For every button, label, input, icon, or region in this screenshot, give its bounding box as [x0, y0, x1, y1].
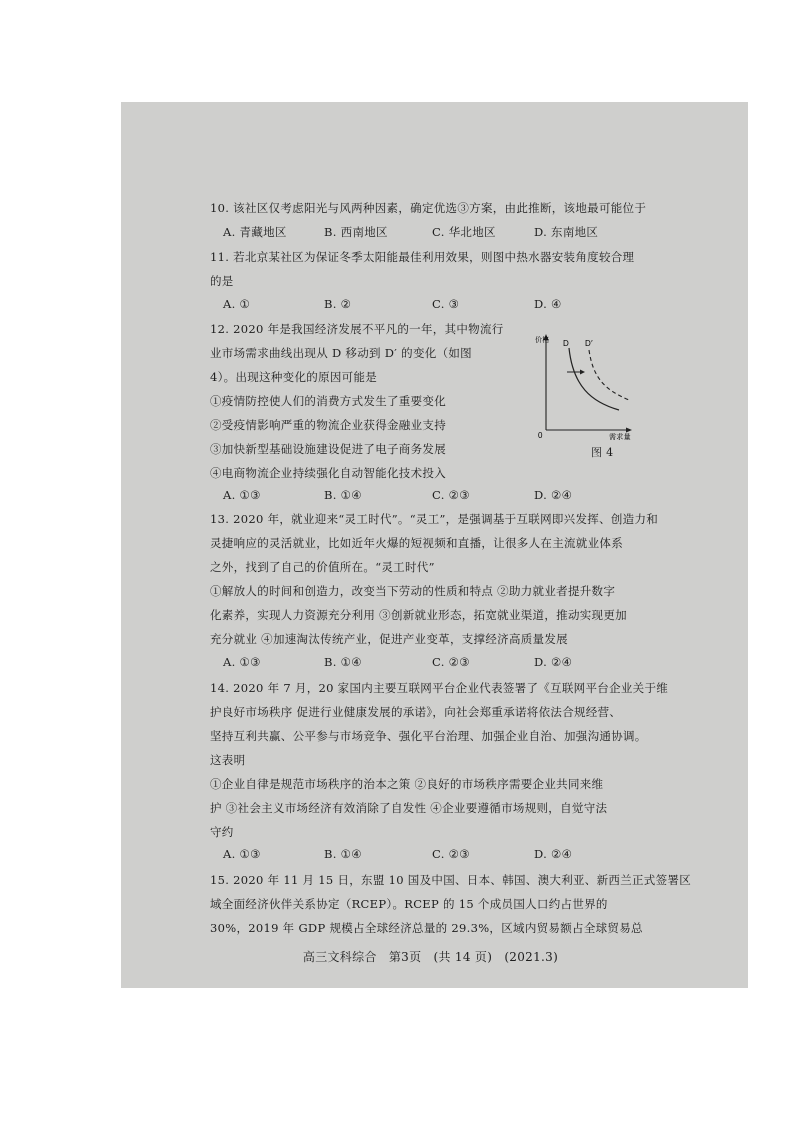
footer-date: (2021.3)	[504, 950, 559, 964]
q14-option-a: A. ①③	[223, 847, 261, 861]
q12-option-c: C. ②③	[432, 488, 470, 502]
q12-line-1: 12. 2020 年是我国经济发展不平凡的一年，其中物流行	[210, 322, 504, 336]
q14-line-5: ①企业自律是规范市场秩序的治本之策 ②良好的市场秩序需要企业共同来维	[210, 777, 604, 791]
demand-curve-d	[569, 348, 619, 410]
q11-option-b: B. ②	[324, 297, 352, 311]
q10-option-d: D. 东南地区	[534, 225, 599, 239]
y-axis-label: 价格	[535, 337, 550, 344]
q11-option-a: A. ①	[223, 297, 251, 311]
shift-arrow-head	[580, 370, 585, 375]
q14-line-2: 护良好市场秩序 促进行业健康发展的承诺》，向社会郑重承诺将依法合规经营、	[210, 705, 622, 719]
q15-line-2: 域全面经济伙伴关系协定（RCEP）。RCEP 的 15 个成员国人口约占世界的	[210, 897, 608, 911]
q10-line-1: 10. 该社区仅考虑阳光与风两种因素，确定优选③方案，由此推断，该地最可能位于	[210, 201, 647, 215]
x-axis-label: 需求量	[609, 434, 631, 441]
q14-line-1: 14. 2020 年 7 月，20 家国内主要互联网平台企业代表签署了《互联网平台企业关于维	[210, 681, 669, 695]
scanned-page	[121, 102, 748, 988]
q14-option-d: D. ②④	[534, 847, 573, 861]
origin-label: 0	[538, 431, 543, 440]
q11-line-2: 的是	[210, 274, 234, 288]
q10-option-c: C. 华北地区	[432, 225, 496, 239]
q13-line-1: 13. 2020 年，就业迎来“灵工时代”。“灵工”，是强调基于互联网即兴发挥、创造力和	[210, 512, 659, 526]
q12-line-3: 4）。出现这种变化的原因可能是	[210, 370, 378, 384]
q12-line-2: 业市场需求曲线出现从 D 移动到 D′ 的变化（如图	[210, 346, 472, 360]
demand-curve-d-prime	[589, 350, 629, 400]
q11-option-d: D. ④	[534, 297, 562, 311]
q12-option-b: B. ①④	[324, 488, 362, 502]
q13-option-d: D. ②④	[534, 655, 573, 669]
q13-option-a: A. ①③	[223, 655, 261, 669]
curve-d-label: D	[563, 339, 570, 348]
q14-line-6: 护 ③社会主义市场经济有效消除了自发性 ④企业要遵循市场规则，自觉守法	[210, 801, 608, 815]
page-footer	[121, 948, 748, 965]
q13-line-3: 之外，找到了自己的价值所在。“灵工时代”	[210, 560, 435, 574]
curve-d-prime-label: D′	[585, 339, 593, 348]
q12-item-4: ④电商物流企业持续强化自动智能化技术投入	[210, 466, 446, 480]
q12-option-a: A. ①③	[223, 488, 261, 502]
q13-line-6: 充分就业 ④加速淘汰传统产业，促进产业变革，支撑经济高质量发展	[210, 632, 568, 646]
q12-option-d: D. ②④	[534, 488, 573, 502]
footer-total-pages: (共 14 页)	[433, 950, 493, 964]
page-content	[121, 102, 748, 988]
figure-4-caption: 图 4	[591, 446, 614, 459]
q10-option-b: B. 西南地区	[324, 225, 388, 239]
figure-4-demand-curve	[533, 330, 633, 442]
q14-line-4: 这表明	[210, 753, 246, 767]
q13-line-4: ①解放人的时间和创造力，改变当下劳动的性质和特点 ②助力就业者提升数字	[210, 584, 616, 598]
x-axis-arrow	[626, 428, 632, 433]
q13-line-5: 化素养，实现人力资源充分利用 ③创新就业形态，拓宽就业渠道，推动实现更加	[210, 608, 627, 622]
q11-option-c: C. ③	[432, 297, 460, 311]
q12-item-1: ①疫情防控使人们的消费方式发生了重要变化	[210, 394, 446, 408]
q14-line-7: 守约	[210, 825, 234, 839]
q15-line-3: 30%，2019 年 GDP 规模占全球经济总量的 29.3%，区域内贸易额占全球贸易总	[210, 921, 643, 935]
q14-option-c: C. ②③	[432, 847, 470, 861]
q15-line-1: 15. 2020 年 11 月 15 日，东盟 10 国及中国、日本、韩国、澳大利亚、新西兰正式签署区	[210, 873, 691, 887]
q13-option-c: C. ②③	[432, 655, 470, 669]
footer-page-number: 第3页	[388, 950, 422, 964]
q10-option-a: A. 青藏地区	[223, 225, 287, 239]
q12-item-2: ②受疫情影响严重的物流企业获得金融业支持	[210, 418, 446, 432]
q14-option-b: B. ①④	[324, 847, 362, 861]
q11-line-1: 11. 若北京某社区为保证冬季太阳能最佳利用效果，则图中热水器安装角度较合理	[210, 250, 635, 264]
q13-line-2: 灵捷响应的灵活就业，比如近年火爆的短视频和直播，让很多人在主流就业体系	[210, 536, 623, 550]
q12-item-3: ③加快新型基础设施建设促进了电子商务发展	[210, 442, 446, 456]
footer-title: 高三文科综合	[302, 950, 377, 964]
q14-line-3: 坚持互利共赢、公平参与市场竞争、强化平台治理、加强企业自治、加强沟通协调。	[210, 729, 647, 743]
q13-option-b: B. ①④	[324, 655, 362, 669]
